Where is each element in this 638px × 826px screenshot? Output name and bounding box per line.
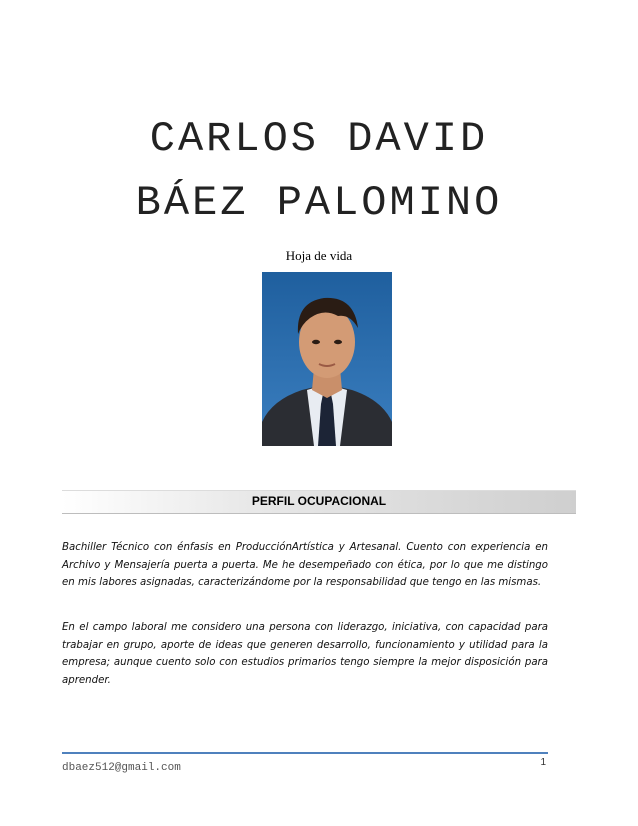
footer-email: dbaez512@gmail.com bbox=[62, 762, 181, 774]
page-number: 1 bbox=[540, 757, 546, 768]
portrait-photo bbox=[262, 272, 392, 446]
section-header-bar bbox=[62, 490, 576, 514]
footer-rule bbox=[62, 752, 548, 754]
section-title: PERFIL OCUPACIONAL bbox=[251, 494, 387, 508]
profile-paragraph-2: En el campo laboral me considero una persona con liderazgo, iniciativa, con capacidad para trabajar en grupo, aporte de ideas que generen desarrollo, funcionamiento y utilidad para la empresa; aunque cuento solo con estudios primarios tengo siempre la mejor disposición para aprender. bbox=[62, 622, 548, 686]
name-line-2: BÁEZ PALOMINO bbox=[135, 179, 503, 227]
document-subtitle: Hoja de vida bbox=[285, 248, 353, 263]
profile-paragraph-1: Bachiller Técnico con énfasis en ProducciónArtística y Artesanal. Cuento con experiencia en Archivo y Mensajería puerta a puerta. Me he desempeñado con ética, por lo que me distingo en mis labores asignadas, caracterizándome por la responsabilidad que tengo en las mismas. bbox=[62, 542, 548, 588]
portrait-photo-icon bbox=[262, 272, 392, 446]
name-line-1: CARLOS DAVID bbox=[149, 115, 489, 163]
